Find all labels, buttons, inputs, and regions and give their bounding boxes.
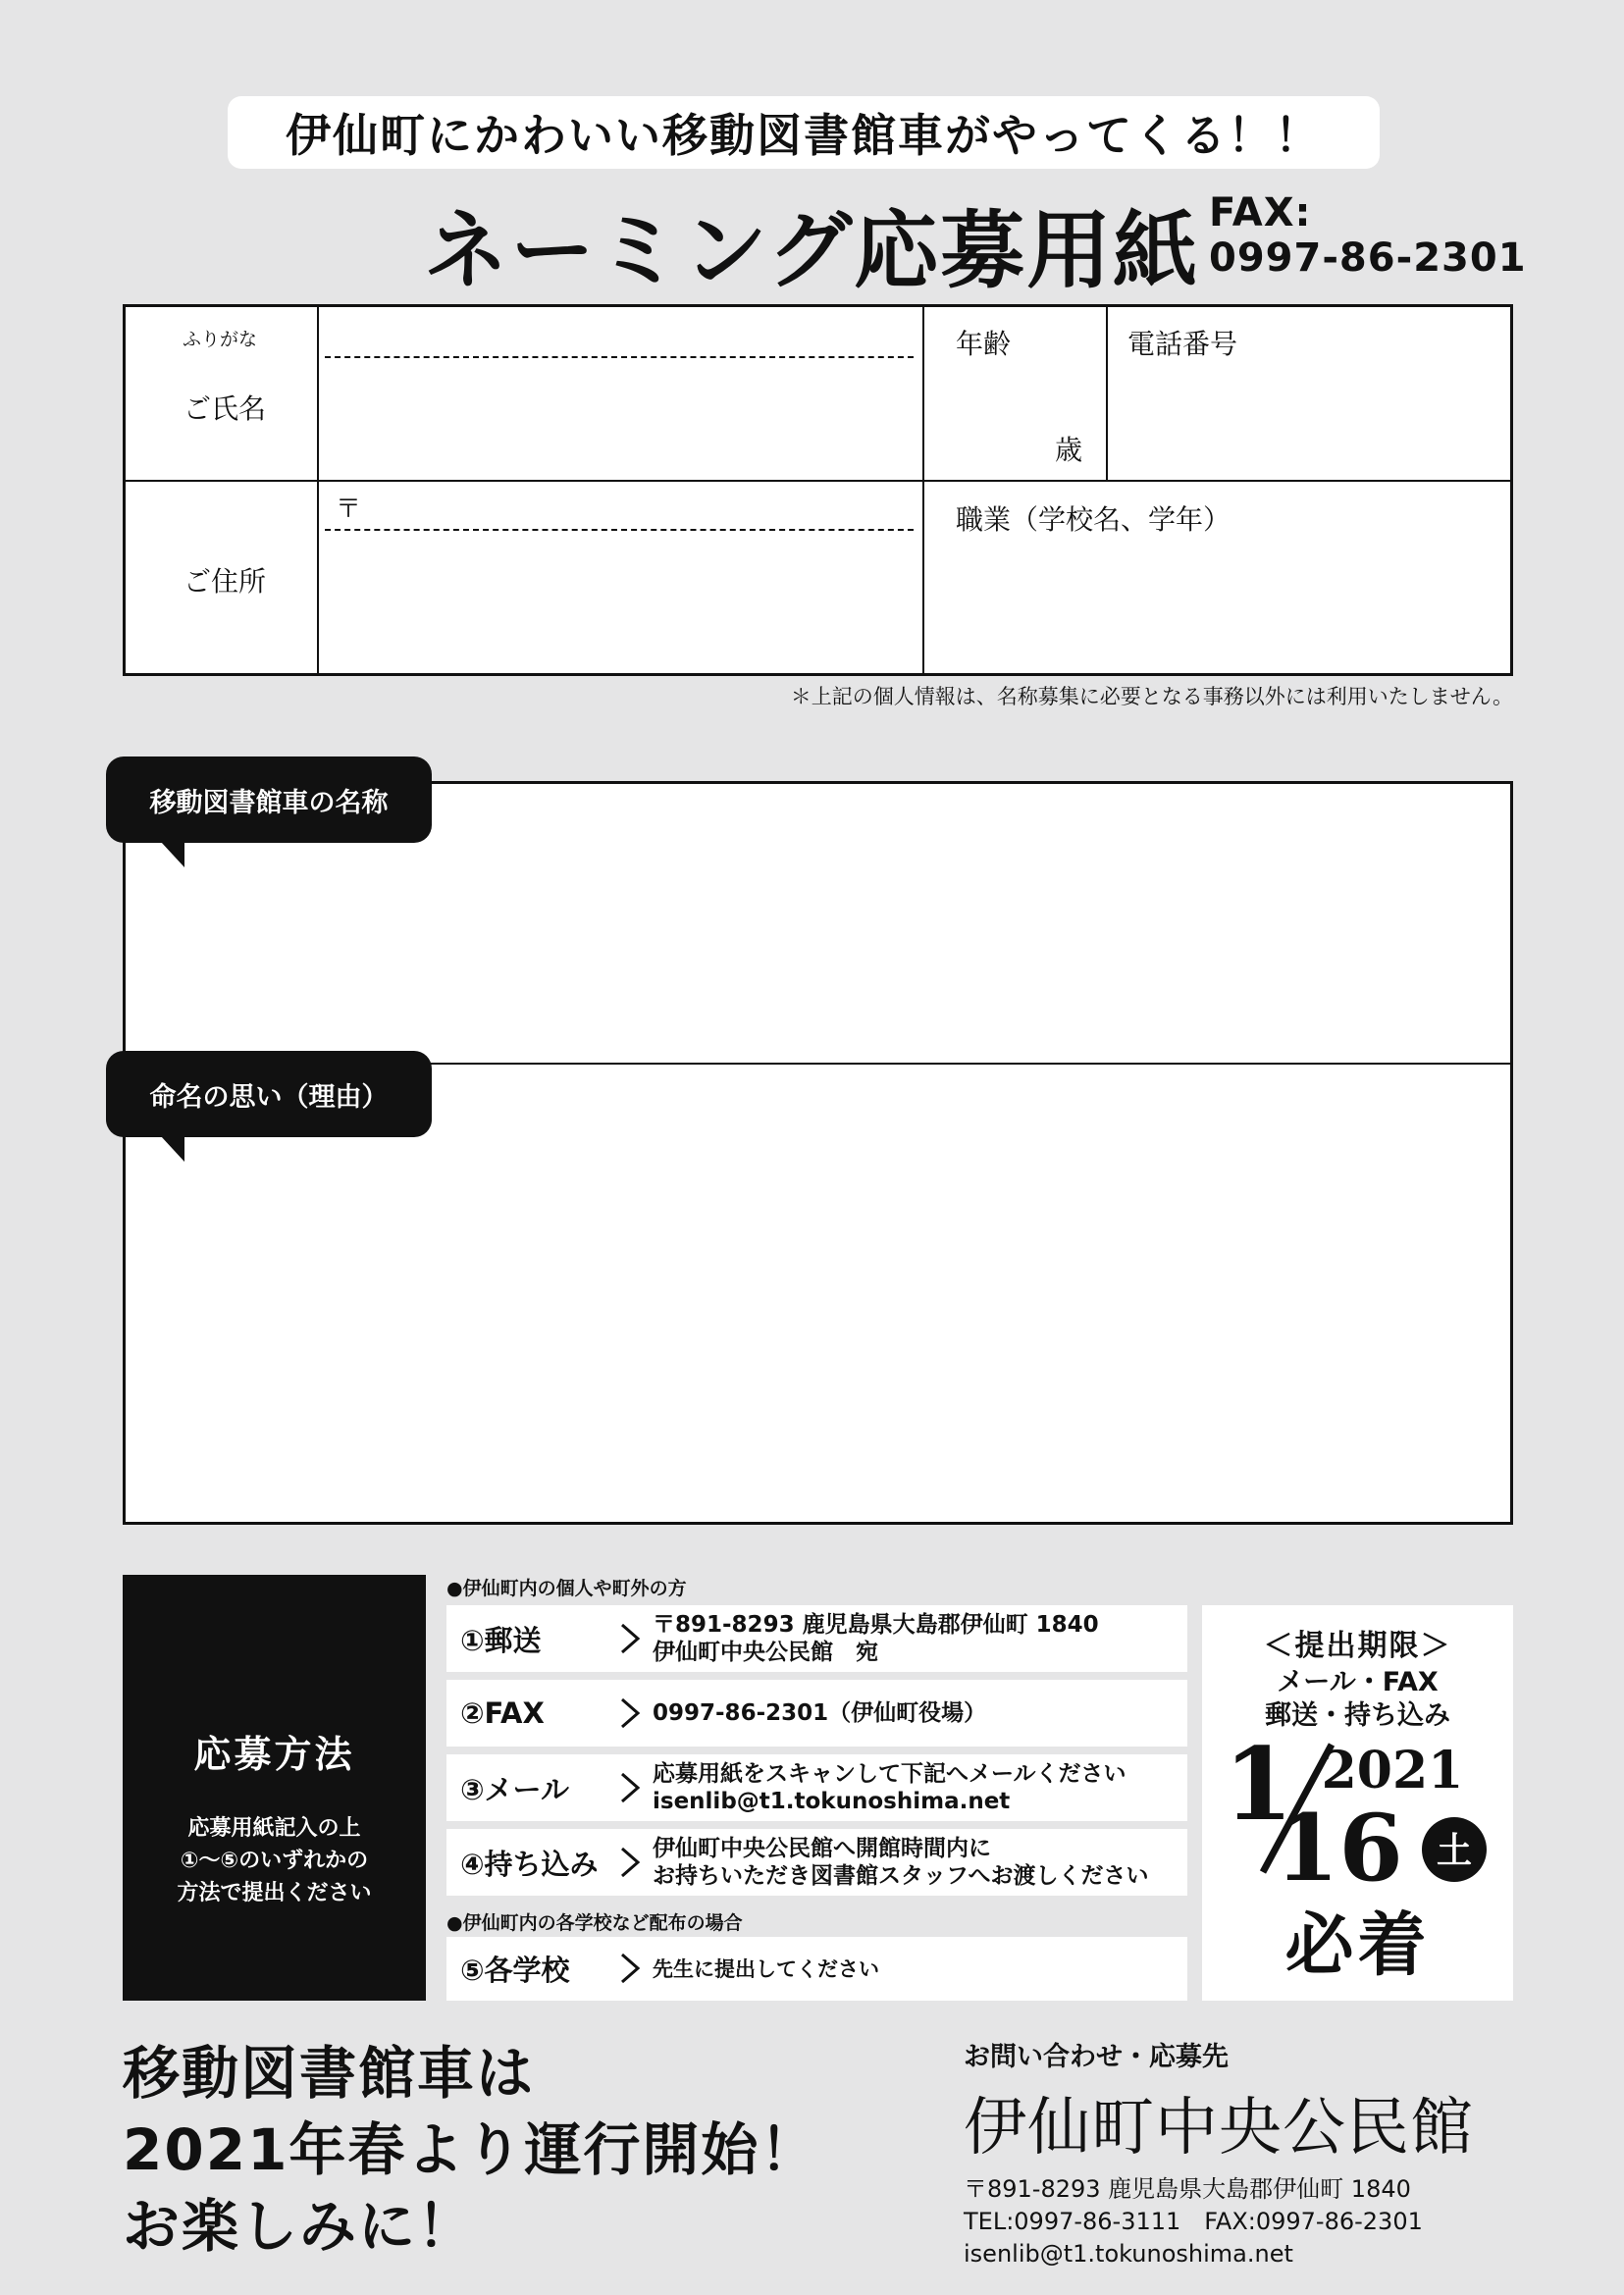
phone-field[interactable] bbox=[1117, 362, 1499, 470]
method-row-line: 伊仙町中央公民館へ開館時間内に bbox=[653, 1836, 991, 1861]
age-field[interactable] bbox=[932, 362, 1089, 421]
section-heading-individuals: ●伊仙町内の個人や町外の方 bbox=[446, 1578, 687, 1599]
chevron-right-icon bbox=[613, 1846, 647, 1879]
method-desc-line: 応募用紙記入の上 bbox=[187, 1816, 361, 1841]
personal-info-table bbox=[123, 304, 1513, 676]
method-row-school bbox=[446, 1937, 1187, 2001]
deadline-month: 1 bbox=[1224, 1733, 1293, 1844]
deadline-must-arrive: 必着 bbox=[1284, 1904, 1431, 1985]
deadline-weekday: 土 bbox=[1436, 1831, 1473, 1871]
deadline-year: 2021 bbox=[1321, 1741, 1464, 1800]
section-heading-schools: ●伊仙町内の各学校など配布の場合 bbox=[446, 1912, 743, 1934]
method-row-label: ③メール bbox=[460, 1772, 569, 1806]
deadline-panel bbox=[1202, 1605, 1513, 2001]
header-fax bbox=[1209, 190, 1527, 281]
header-banner: 伊仙町にかわいい移動図書館車がやってくる！！ bbox=[228, 96, 1380, 169]
tagline-line: 移動図書館車は bbox=[123, 2040, 536, 2107]
deadline-day: 16 bbox=[1275, 1795, 1403, 1890]
deadline-methods bbox=[1202, 1666, 1513, 1733]
deadline-methods-line: 郵送・持ち込み bbox=[1265, 1700, 1450, 1731]
method-row-mail bbox=[446, 1605, 1187, 1672]
bubble-tail bbox=[161, 842, 184, 867]
method-row-line: 伊仙町中央公民館 宛 bbox=[653, 1640, 878, 1665]
postal-line bbox=[325, 529, 914, 531]
occupation-field[interactable] bbox=[932, 543, 1501, 660]
fax-number: 0997-86-2301 bbox=[1209, 235, 1527, 281]
furigana-line bbox=[325, 356, 914, 358]
contact-address: 〒891-8293 鹿児島県大島郡伊仙町 1840 bbox=[964, 2175, 1411, 2203]
tagline-line: 2021年春より運行開始！ bbox=[123, 2116, 819, 2183]
launch-tagline bbox=[123, 2035, 818, 2265]
method-row-label: ①郵送 bbox=[460, 1623, 542, 1657]
table-divider bbox=[317, 307, 319, 673]
chevron-right-icon bbox=[613, 1771, 647, 1804]
name-field[interactable] bbox=[328, 362, 913, 470]
method-row-label: ④持ち込み bbox=[460, 1847, 599, 1881]
method-row-fax bbox=[446, 1680, 1187, 1747]
contact-name: 伊仙町中央公民館 bbox=[964, 2092, 1474, 2165]
table-divider bbox=[1106, 307, 1108, 480]
bubble-tail bbox=[161, 1136, 184, 1162]
age-unit: 歳 bbox=[1055, 434, 1083, 466]
method-row-line: 応募用紙をスキャンして下記へメールください bbox=[653, 1761, 1126, 1787]
method-row-text bbox=[653, 1937, 879, 2001]
deadline-methods-line: メール・FAX bbox=[1277, 1667, 1439, 1697]
method-panel bbox=[123, 1575, 426, 2001]
method-row-line: 〒891-8293 鹿児島県大島郡伊仙町 1840 bbox=[653, 1612, 1099, 1638]
reason-label: 命名の思い（理由） bbox=[106, 1051, 432, 1137]
method-row-text bbox=[653, 1754, 1126, 1821]
fax-label: FAX: bbox=[1209, 190, 1312, 235]
method-description bbox=[123, 1812, 426, 1909]
table-divider bbox=[126, 480, 1510, 482]
vehicle-name-field[interactable] bbox=[145, 862, 1490, 1049]
name-label: ご氏名 bbox=[183, 392, 267, 425]
method-row-text bbox=[653, 1829, 1149, 1896]
deadline-heading: ＜提出期限＞ bbox=[1263, 1629, 1452, 1663]
table-divider bbox=[922, 307, 924, 673]
method-row-email bbox=[446, 1754, 1187, 1821]
method-row-text bbox=[653, 1605, 1099, 1672]
tagline-line: お楽しみに！ bbox=[123, 2193, 477, 2260]
method-row-text bbox=[653, 1680, 986, 1747]
phone-label: 電話番号 bbox=[1127, 328, 1238, 360]
privacy-note: ＊上記の個人情報は、名称募集に必要となる事務以外には利用いたしません。 bbox=[790, 685, 1513, 708]
chevron-right-icon bbox=[613, 1696, 647, 1730]
postal-mark: 〒 bbox=[336, 495, 362, 524]
method-row-label: ②FAX bbox=[460, 1696, 545, 1730]
contact-email[interactable]: isenlib@t1.tokunoshima.net bbox=[964, 2240, 1293, 2268]
method-row-line: 先生に提出してください bbox=[653, 1956, 879, 1981]
email-link[interactable]: isenlib@t1.tokunoshima.net bbox=[653, 1789, 1011, 1814]
address-label: ご住所 bbox=[183, 565, 267, 598]
method-row-label: ⑤各学校 bbox=[460, 1954, 570, 1987]
method-desc-line: ①～⑤のいずれかの bbox=[180, 1849, 369, 1873]
reason-field[interactable] bbox=[145, 1157, 1490, 1510]
method-row-line: お持ちいただき図書館スタッフへお渡しください bbox=[653, 1863, 1149, 1889]
address-field[interactable] bbox=[328, 535, 913, 662]
age-label: 年齢 bbox=[956, 328, 1012, 360]
method-title: 応募方法 bbox=[193, 1733, 355, 1776]
chevron-right-icon bbox=[613, 1622, 647, 1655]
vehicle-name-label: 移動図書館車の名称 bbox=[106, 756, 432, 843]
method-row-drop-off bbox=[446, 1829, 1187, 1896]
entry-box bbox=[123, 781, 1513, 1525]
method-desc-line: 方法で提出ください bbox=[177, 1881, 372, 1905]
page-title: ネーミング応募用紙 bbox=[424, 202, 1200, 300]
contact-heading: お問い合わせ・応募先 bbox=[964, 2042, 1229, 2072]
deadline-date bbox=[1216, 1733, 1500, 1890]
method-row-line: 0997-86-2301（伊仙町役場） bbox=[653, 1700, 987, 1726]
contact-block bbox=[964, 2035, 1474, 2270]
contact-tel-fax: TEL:0997-86-3111 FAX:0997-86-2301 bbox=[964, 2208, 1423, 2235]
occupation-label: 職業（学校名、学年） bbox=[956, 503, 1231, 536]
furigana-label: ふりがな bbox=[183, 329, 258, 350]
chevron-right-icon bbox=[613, 1952, 647, 1985]
